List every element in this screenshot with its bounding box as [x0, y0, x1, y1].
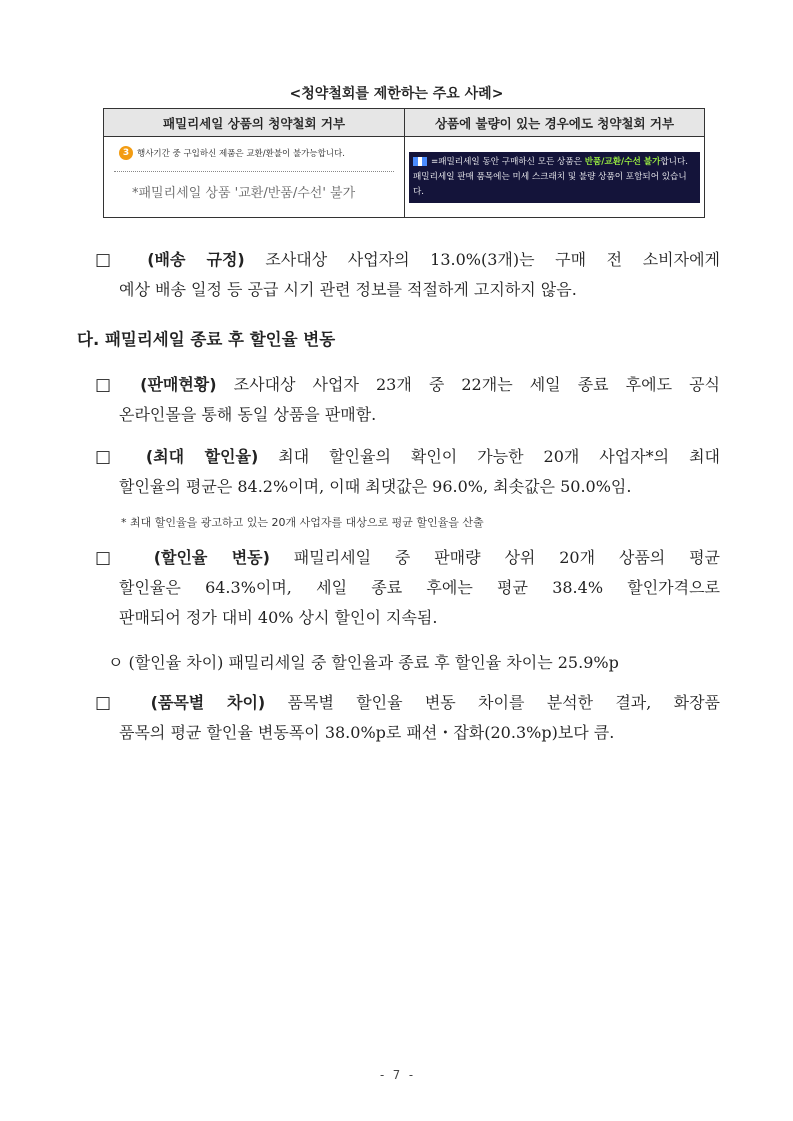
sub-item-discount-gap: ㅇ (할인율 차이) 패밀리세일 중 할인율과 종료 후 할인율 차이는 25.9%p	[108, 653, 619, 672]
table-body-row	[104, 137, 704, 217]
term-sales-status: (판매현황)	[140, 375, 217, 394]
banner-line-2: 패밀리세일 판매 품목에는 미세 스크래치 및 불량 상품이 포함되어 있습니다.	[413, 171, 687, 197]
checkbox-bullet-icon: □	[95, 693, 129, 713]
checkbox-bullet-icon: □	[95, 548, 130, 568]
item-line-1: □ (할인율 변동) 패밀리세일 중 판매량 상위 20개 상품의 평균	[95, 548, 720, 568]
checkbox-bullet-icon: □	[95, 250, 127, 270]
delivery-line-1: □ (배송 규정) 조사대상 사업자의 13.0%(3개)는 구매 전 소비자에게	[95, 250, 721, 270]
table-caption: <청약철회를 제한하는 주요 사례>	[289, 86, 504, 102]
table-header-row	[104, 109, 704, 137]
footnote: * 최대 할인율을 광고하고 있는 20개 사업자를 대상으로 평균 할인율을 산출	[121, 516, 484, 529]
number-badge-icon: 3	[119, 146, 133, 160]
item-line-1: □ (품목별 차이) 품목별 할인율 변동 차이를 분석한 결과, 화장품	[95, 693, 721, 713]
right-example-cell	[405, 137, 704, 217]
dotted-divider	[114, 171, 394, 172]
notice-line	[119, 146, 345, 160]
item-sales-status	[95, 370, 720, 430]
delivery-paragraph	[95, 245, 720, 305]
item-category-difference	[95, 688, 720, 748]
restriction-examples-table	[103, 108, 705, 218]
item-line-2: 할인율의 평균은 84.2%이며, 이때 최댓값은 96.0%, 최솟값은 50.0%임.	[119, 477, 632, 496]
flag-icon	[413, 157, 427, 166]
item-line-2: 할인율은 64.3%이며, 세일 종료 후에는 평균 38.4% 할인가격으로	[119, 578, 720, 597]
header-family-sale-refusal: 패밀리세일 상품의 청약철회 거부	[104, 109, 405, 136]
banner-line-1-suffix: 합니다.	[660, 156, 689, 167]
checkbox-bullet-icon: □	[95, 447, 126, 467]
term-delivery: (배송 규정)	[147, 250, 245, 269]
banner-line-1	[413, 155, 696, 170]
term-category-difference: (품목별 차이)	[150, 693, 266, 712]
notice-text: 행사기간 중 구입하신 제품은 교환/환불이 불가능합니다.	[137, 149, 345, 159]
item-line-1: □ (최대 할인율) 최대 할인율의 확인이 가능한 20개 사업자*의 최대	[95, 447, 721, 467]
banner-line-1-prefix: =패밀리세일 동안 구매하신 모든 상품은	[431, 156, 585, 167]
item-max-discount	[95, 442, 720, 502]
header-defect-refusal: 상품에 불량이 있는 경우에도 청약철회 거부	[434, 115, 675, 131]
item-line-1: □ (판매현황) 조사대상 사업자 23개 중 22개는 세일 종료 후에도 공식	[95, 375, 721, 395]
item-line-2: 온라인몰을 통해 동일 상품을 판매함.	[119, 405, 377, 424]
section-heading: 다. 패밀리세일 종료 후 할인율 변동	[77, 330, 336, 349]
delivery-line-2: 예상 배송 일정 등 공급 시기 관련 정보를 적절하게 고지하지 않음.	[119, 280, 577, 299]
checkbox-bullet-icon: □	[95, 375, 124, 395]
term-max-discount: (최대 할인율)	[145, 447, 259, 466]
item-discount-change	[95, 543, 720, 633]
item-line-2: 품목의 평균 할인율 변동폭이 38.0%p로 패션・잡화(20.3%p)보다 큼.	[119, 723, 615, 742]
dark-notice-banner	[409, 152, 700, 203]
product-note: *패밀리세일 상품 '교환/반품/수선' 불가	[132, 186, 356, 201]
banner-highlight: 반품/교환/수선 불가	[584, 156, 661, 167]
page-number: - 7 -	[378, 1068, 415, 1082]
left-example-cell	[104, 137, 405, 217]
item-line-3: 판매되어 정가 대비 40% 상시 할인이 지속됨.	[119, 608, 438, 627]
term-discount-change: (할인율 변동)	[153, 548, 270, 567]
